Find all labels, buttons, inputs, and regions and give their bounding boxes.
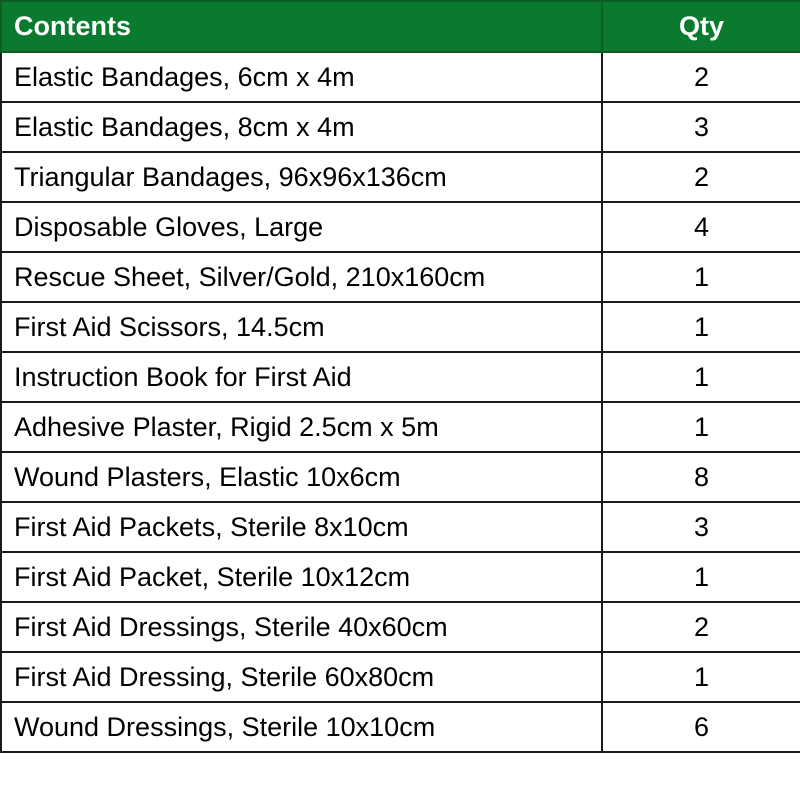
table-header: [1, 1, 800, 52]
item-name-cell: Rescue Sheet, Silver/Gold, 210x160cm: [1, 252, 602, 302]
table-row: [1, 302, 800, 352]
item-name-cell: Disposable Gloves, Large: [1, 202, 602, 252]
column-header-contents: Contents: [1, 1, 602, 52]
quantity-cell: 3: [602, 102, 800, 152]
table-row: [1, 352, 800, 402]
quantity-cell: 1: [602, 552, 800, 602]
quantity-cell: 3: [602, 502, 800, 552]
item-name-cell: First Aid Dressing, Sterile 60x80cm: [1, 652, 602, 702]
quantity-cell: 1: [602, 252, 800, 302]
table-row: [1, 552, 800, 602]
quantity-cell: 1: [602, 352, 800, 402]
item-name-cell: Instruction Book for First Aid: [1, 352, 602, 402]
quantity-cell: 1: [602, 302, 800, 352]
header-row: [1, 1, 800, 52]
item-name-cell: Elastic Bandages, 6cm x 4m: [1, 52, 602, 102]
item-name-cell: Elastic Bandages, 8cm x 4m: [1, 102, 602, 152]
item-name-cell: Wound Dressings, Sterile 10x10cm: [1, 702, 602, 752]
item-name-cell: Adhesive Plaster, Rigid 2.5cm x 5m: [1, 402, 602, 452]
quantity-cell: 2: [602, 152, 800, 202]
item-name-cell: Wound Plasters, Elastic 10x6cm: [1, 452, 602, 502]
item-name-cell: First Aid Dressings, Sterile 40x60cm: [1, 602, 602, 652]
table-row: [1, 152, 800, 202]
quantity-cell: 8: [602, 452, 800, 502]
quantity-cell: 1: [602, 402, 800, 452]
item-name-cell: First Aid Packet, Sterile 10x12cm: [1, 552, 602, 602]
quantity-cell: 2: [602, 602, 800, 652]
quantity-cell: 4: [602, 202, 800, 252]
table-row: [1, 52, 800, 102]
quantity-cell: 6: [602, 702, 800, 752]
item-name-cell: Triangular Bandages, 96x96x136cm: [1, 152, 602, 202]
table-body: [1, 52, 800, 752]
table-row: [1, 602, 800, 652]
table-row: [1, 102, 800, 152]
quantity-cell: 1: [602, 652, 800, 702]
item-name-cell: First Aid Packets, Sterile 8x10cm: [1, 502, 602, 552]
column-header-qty: Qty: [602, 1, 800, 52]
table-row: [1, 252, 800, 302]
table-row: [1, 402, 800, 452]
table-row: [1, 452, 800, 502]
table-row: [1, 652, 800, 702]
table-row: [1, 702, 800, 752]
table-row: [1, 202, 800, 252]
item-name-cell: First Aid Scissors, 14.5cm: [1, 302, 602, 352]
quantity-cell: 2: [602, 52, 800, 102]
table-row: [1, 502, 800, 552]
